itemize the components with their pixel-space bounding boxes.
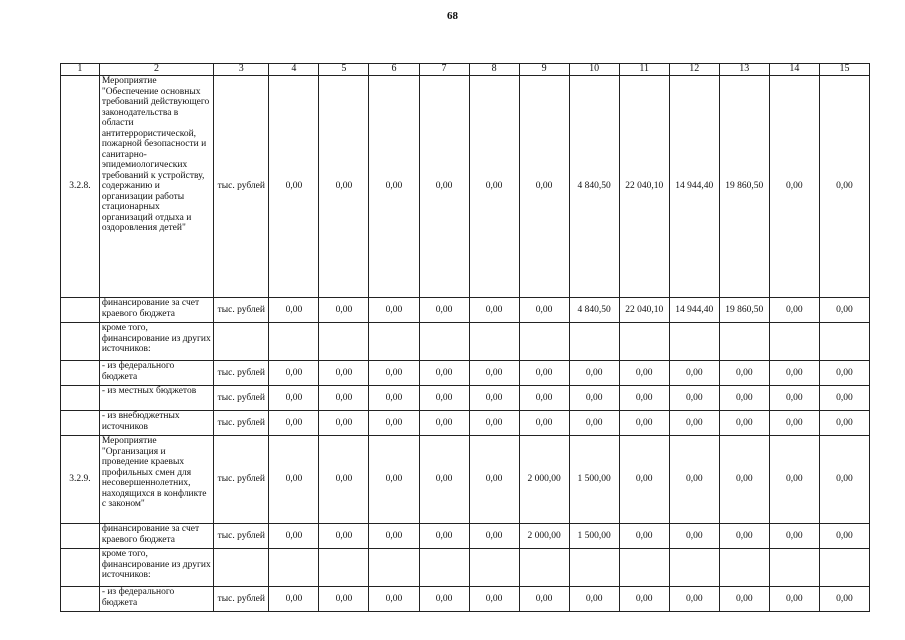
value-cell: 0,00 — [369, 361, 419, 386]
table-row — [61, 587, 870, 612]
value-cell: 2 000,00 — [519, 524, 569, 549]
value-cell: 19 860,50 — [719, 76, 769, 298]
value-cell: 0,00 — [769, 524, 819, 549]
unit-cell: тыс. рублей — [214, 411, 269, 436]
budget-table — [60, 63, 870, 612]
column-header: 12 — [669, 64, 719, 76]
row-number-cell: 3.2.8. — [61, 76, 100, 298]
value-cell: 0,00 — [319, 361, 369, 386]
value-cell: 0,00 — [419, 76, 469, 298]
value-cell: 0,00 — [669, 524, 719, 549]
column-header: 10 — [569, 64, 619, 76]
value-cell: 0,00 — [269, 76, 319, 298]
value-cell: 22 040,10 — [619, 76, 669, 298]
value-cell — [819, 323, 869, 361]
description-cell: - из федерального бюджета — [99, 361, 213, 386]
value-cell: 0,00 — [819, 587, 869, 612]
column-header: 5 — [319, 64, 369, 76]
value-cell: 0,00 — [569, 386, 619, 411]
value-cell: 0,00 — [619, 524, 669, 549]
row-number-cell — [61, 411, 100, 436]
value-cell: 0,00 — [419, 436, 469, 524]
value-cell: 0,00 — [619, 361, 669, 386]
value-cell: 0,00 — [319, 411, 369, 436]
value-cell: 0,00 — [569, 361, 619, 386]
value-cell — [769, 549, 819, 587]
value-cell — [619, 323, 669, 361]
value-cell: 0,00 — [719, 386, 769, 411]
column-header: 1 — [61, 64, 100, 76]
value-cell: 0,00 — [469, 386, 519, 411]
unit-cell: тыс. рублей — [214, 76, 269, 298]
value-cell — [369, 323, 419, 361]
value-cell: 0,00 — [519, 411, 569, 436]
value-cell: 0,00 — [769, 436, 819, 524]
value-cell: 0,00 — [519, 386, 569, 411]
value-cell: 0,00 — [269, 298, 319, 323]
value-cell: 0,00 — [569, 587, 619, 612]
value-cell: 0,00 — [469, 76, 519, 298]
value-cell — [369, 549, 419, 587]
value-cell — [419, 323, 469, 361]
value-cell: 0,00 — [419, 386, 469, 411]
column-header: 3 — [214, 64, 269, 76]
value-cell: 0,00 — [669, 411, 719, 436]
table-row — [61, 436, 870, 524]
column-header: 14 — [769, 64, 819, 76]
value-cell: 0,00 — [719, 587, 769, 612]
description-cell: финансирование за счет краевого бюджета — [99, 524, 213, 549]
value-cell: 0,00 — [819, 411, 869, 436]
value-cell: 0,00 — [619, 411, 669, 436]
value-cell: 0,00 — [719, 436, 769, 524]
value-cell: 0,00 — [469, 524, 519, 549]
description-cell: Мероприятие "Организация и проведение краевых профильных смен для несовершеннолетних, находящихся в конфликте с законом" — [99, 436, 213, 524]
value-cell — [819, 549, 869, 587]
value-cell: 0,00 — [819, 361, 869, 386]
unit-cell: тыс. рублей — [214, 436, 269, 524]
value-cell — [569, 323, 619, 361]
table-row — [61, 323, 870, 361]
value-cell: 0,00 — [469, 411, 519, 436]
value-cell: 0,00 — [369, 587, 419, 612]
value-cell: 0,00 — [669, 436, 719, 524]
value-cell — [669, 323, 719, 361]
value-cell — [619, 549, 669, 587]
value-cell: 0,00 — [819, 524, 869, 549]
value-cell: 0,00 — [769, 76, 819, 298]
value-cell: 0,00 — [519, 361, 569, 386]
value-cell: 0,00 — [819, 386, 869, 411]
description-cell: - из внебюджетных источников — [99, 411, 213, 436]
value-cell — [519, 323, 569, 361]
value-cell — [769, 323, 819, 361]
value-cell: 0,00 — [619, 436, 669, 524]
value-cell: 0,00 — [369, 436, 419, 524]
value-cell: 0,00 — [369, 386, 419, 411]
value-cell — [569, 549, 619, 587]
value-cell: 0,00 — [519, 298, 569, 323]
column-header: 2 — [99, 64, 213, 76]
value-cell: 0,00 — [819, 436, 869, 524]
value-cell — [469, 323, 519, 361]
value-cell: 0,00 — [369, 76, 419, 298]
column-header: 15 — [819, 64, 869, 76]
row-number-cell — [61, 323, 100, 361]
column-header: 11 — [619, 64, 669, 76]
value-cell: 0,00 — [669, 587, 719, 612]
column-header: 13 — [719, 64, 769, 76]
value-cell: 0,00 — [769, 298, 819, 323]
description-cell: кроме того, финансирование из других источников: — [99, 323, 213, 361]
value-cell — [519, 549, 569, 587]
column-header: 8 — [469, 64, 519, 76]
value-cell: 0,00 — [819, 76, 869, 298]
value-cell: 0,00 — [619, 587, 669, 612]
value-cell: 0,00 — [419, 361, 469, 386]
column-header: 4 — [269, 64, 319, 76]
value-cell: 0,00 — [669, 361, 719, 386]
value-cell — [269, 549, 319, 587]
value-cell — [269, 323, 319, 361]
value-cell: 0,00 — [519, 76, 569, 298]
value-cell: 0,00 — [769, 361, 819, 386]
description-cell: финансирование за счет краевого бюджета — [99, 298, 213, 323]
value-cell: 0,00 — [369, 411, 419, 436]
table-row — [61, 524, 870, 549]
row-number-cell — [61, 524, 100, 549]
value-cell: 1 500,00 — [569, 524, 619, 549]
value-cell: 0,00 — [319, 76, 369, 298]
row-number-cell — [61, 587, 100, 612]
table-row — [61, 549, 870, 587]
unit-cell: тыс. рублей — [214, 524, 269, 549]
value-cell: 0,00 — [419, 298, 469, 323]
value-cell: 0,00 — [369, 298, 419, 323]
description-cell: - из федерального бюджета — [99, 587, 213, 612]
description-cell: - из местных бюджетов — [99, 386, 213, 411]
value-cell: 14 944,40 — [669, 298, 719, 323]
header-row — [61, 64, 870, 76]
value-cell: 0,00 — [419, 587, 469, 612]
table-row — [61, 298, 870, 323]
value-cell: 0,00 — [769, 587, 819, 612]
value-cell: 22 040,10 — [619, 298, 669, 323]
value-cell: 0,00 — [269, 587, 319, 612]
value-cell: 0,00 — [319, 587, 369, 612]
value-cell: 0,00 — [319, 524, 369, 549]
unit-cell — [214, 323, 269, 361]
description-cell: кроме того, финансирование из других источников: — [99, 549, 213, 587]
column-header: 7 — [419, 64, 469, 76]
value-cell — [469, 549, 519, 587]
unit-cell: тыс. рублей — [214, 298, 269, 323]
value-cell: 0,00 — [319, 436, 369, 524]
value-cell — [319, 323, 369, 361]
value-cell: 19 860,50 — [719, 298, 769, 323]
unit-cell: тыс. рублей — [214, 587, 269, 612]
value-cell: 2 000,00 — [519, 436, 569, 524]
value-cell — [419, 549, 469, 587]
value-cell: 14 944,40 — [669, 76, 719, 298]
value-cell: 0,00 — [269, 436, 319, 524]
value-cell: 0,00 — [319, 298, 369, 323]
row-number-cell — [61, 298, 100, 323]
value-cell: 0,00 — [769, 386, 819, 411]
value-cell: 4 840,50 — [569, 298, 619, 323]
description-cell: Мероприятие "Обеспечение основных требований действующего законодательства в области антитеррористической, пожарной безопасности и санитарно-эпидемиологических требований к устройству, содержанию и организации работы стационарных организаций отдыха и оздоровления детей" — [99, 76, 213, 298]
value-cell: 0,00 — [269, 411, 319, 436]
value-cell: 0,00 — [469, 436, 519, 524]
value-cell: 0,00 — [669, 386, 719, 411]
value-cell: 0,00 — [769, 411, 819, 436]
value-cell: 0,00 — [319, 386, 369, 411]
value-cell: 0,00 — [269, 524, 319, 549]
row-number-cell: 3.2.9. — [61, 436, 100, 524]
unit-cell — [214, 549, 269, 587]
table-row — [61, 411, 870, 436]
unit-cell: тыс. рублей — [214, 361, 269, 386]
value-cell: 0,00 — [469, 361, 519, 386]
value-cell: 0,00 — [419, 411, 469, 436]
value-cell — [669, 549, 719, 587]
value-cell: 0,00 — [569, 411, 619, 436]
value-cell: 0,00 — [269, 386, 319, 411]
row-number-cell — [61, 549, 100, 587]
value-cell: 4 840,50 — [569, 76, 619, 298]
value-cell — [719, 323, 769, 361]
value-cell: 0,00 — [519, 587, 569, 612]
value-cell: 0,00 — [369, 524, 419, 549]
table-row — [61, 361, 870, 386]
value-cell: 0,00 — [419, 524, 469, 549]
row-number-cell — [61, 386, 100, 411]
page-number: 68 — [447, 10, 458, 22]
column-header: 6 — [369, 64, 419, 76]
table-row — [61, 76, 870, 298]
value-cell: 0,00 — [269, 361, 319, 386]
value-cell — [719, 549, 769, 587]
column-header: 9 — [519, 64, 569, 76]
value-cell: 0,00 — [719, 411, 769, 436]
table-row — [61, 386, 870, 411]
row-number-cell — [61, 361, 100, 386]
value-cell: 1 500,00 — [569, 436, 619, 524]
value-cell: 0,00 — [719, 524, 769, 549]
value-cell: 0,00 — [469, 587, 519, 612]
value-cell: 0,00 — [819, 298, 869, 323]
value-cell: 0,00 — [469, 298, 519, 323]
value-cell: 0,00 — [719, 361, 769, 386]
value-cell: 0,00 — [619, 386, 669, 411]
unit-cell: тыс. рублей — [214, 386, 269, 411]
value-cell — [319, 549, 369, 587]
